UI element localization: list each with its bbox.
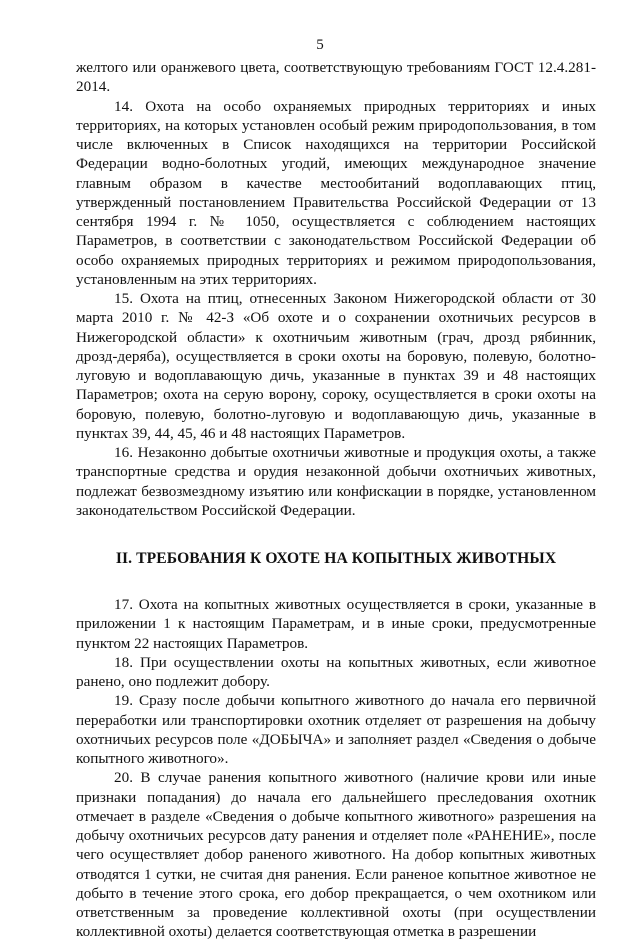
paragraph-15: 15. Охота на птиц, отнесенных Законом Нижегородской области от 30 марта 2010 г. № 42-З «Об охоте и о сохранении охотничьих ресурсов в Нижегородской области» к охотничьим животным (грач, дрозд рябинник, дрозд-деряба), осуществляется в сроки охоты на боровую, полевую, болотно-луговую и водоплавающую дичь, указанные в пунктах 39 и 48 настоящих Параметров; охота на серую ворону, сороку, осуществляется в сроки охоты на боровую, полевую, болотно-луговую и водоплавающую дичь, указанные в пунктах 39, 44, 45, 46 и 48 настоящих Параметров. [76, 290, 596, 442]
paragraph-continuation: желтого или оранжевого цвета, соответствующую требованиям ГОСТ 12.4.281-2014. [76, 59, 596, 96]
paragraph-19: 19. Сразу после добычи копытного животного до начала его первичной переработки или транспортировки охотник отделяет от разрешения на добычу охотничьих ресурсов поле «ДОБЫЧА» и заполняет раздел «Сведения о добыче копытного животного». [76, 692, 596, 767]
paragraph-14: 14. Охота на особо охраняемых природных территориях и иных территориях, на которых установлен особый режим природопользования, в том числе включенных в Список находящихся на территории Российской Федерации водно-болотных угодий, имеющих международное значение главным образом в качестве местообитаний водоплавающих птиц, утвержденный постановлением Правительства Российской Федерации от 13 сентября 1994 г. № 1050, осуществляется с соблюдением настоящих Параметров, в соответствии с законодательством Российской Федерации об особо охраняемых природных территориях и режимом природопользования, установленным на этих территориях. [76, 97, 596, 288]
paragraph-16: 16. Незаконно добытые охотничьи животные и продукция охоты, а также транспортные средства и орудия незаконной добычи охотничьих животных, подлежат безвозмездному изъятию или конфискации в порядке, установленном законодательством Российской Федерации. [76, 444, 596, 519]
paragraph-20: 20. В случае ранения копытного животного (наличие крови или иные признаки попадания) до начала его дальнейшего преследования охотник отмечает в разделе «Сведения о добыче копытного животного» разрешения на добычу охотничьих ресурсов дату ранения и отделяет поле «РАНЕНИЕ», после чего осуществляет добор раненого животного. На добор копытных животных отводятся 1 сутки, не считая дня ранения. Если раненое копытное животное не добыто в течение этого срока, его добор прекращается, о чем охотником или ответственным за проведение коллективной охоты (при осуществлении коллективной охоты) делается соответствующая отметка в разрешении [76, 769, 596, 941]
paragraph-17: 17. Охота на копытных животных осуществляется в сроки, указанные в приложении 1 к настоящим Параметрам, и в иные сроки, предусмотренные пунктом 22 настоящих Параметров. [76, 596, 596, 652]
paragraph-18: 18. При осуществлении охоты на копытных животных, если животное ранено, оно подлежит добору. [76, 653, 596, 690]
page-number: 5 [316, 37, 324, 53]
section-heading: II. ТРЕБОВАНИЯ К ОХОТЕ НА КОПЫТНЫХ ЖИВОТНЫХ [115, 550, 557, 567]
document-body [76, 58, 596, 942]
